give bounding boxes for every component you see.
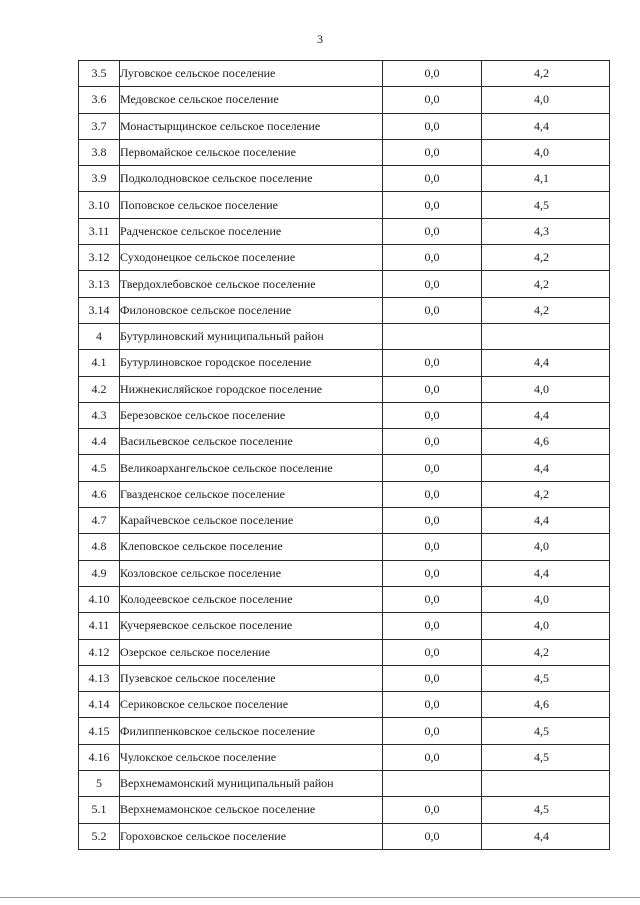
value-2-text: 4,2	[534, 302, 549, 317]
table-row	[79, 429, 610, 455]
value-1-cell: 0,0	[383, 350, 482, 376]
table-row	[79, 481, 610, 507]
value-2-cell	[482, 534, 610, 560]
value-1-cell: 0,0	[383, 113, 482, 139]
value-2-cell	[482, 560, 610, 586]
value-1-cell: 0,0	[383, 271, 482, 297]
table-row	[79, 692, 610, 718]
value-2-text: 4,0	[534, 381, 549, 396]
row-number-cell: 4.6	[79, 481, 120, 507]
table-row	[79, 771, 610, 797]
value-2-cell	[482, 455, 610, 481]
row-number-cell: 3.7	[79, 113, 120, 139]
table-row	[79, 139, 610, 165]
value-2-cell	[482, 402, 610, 428]
value-2-text: 4,2	[534, 66, 549, 81]
value-1-cell	[383, 771, 482, 797]
value-2-text: 4,5	[534, 723, 549, 738]
row-number-cell: 4.14	[79, 692, 120, 718]
row-number-cell: 4.9	[79, 560, 120, 586]
table-row	[79, 823, 610, 849]
value-1-cell: 0,0	[383, 139, 482, 165]
value-2-cell	[482, 718, 610, 744]
value-2-text: 4,3	[534, 223, 549, 238]
value-1-cell: 0,0	[383, 218, 482, 244]
value-1-cell: 0,0	[383, 166, 482, 192]
table-row	[79, 665, 610, 691]
settlement-name-cell: Клеповское сельское поселение	[120, 534, 383, 560]
value-2-cell	[482, 87, 610, 113]
value-2-text: 4,5	[534, 197, 549, 212]
row-number-cell: 3.12	[79, 245, 120, 271]
value-2-text: 4,2	[534, 644, 549, 659]
settlement-name-cell: Суходонецкое сельское поселение	[120, 245, 383, 271]
row-number-cell: 5	[79, 771, 120, 797]
table-row	[79, 245, 610, 271]
row-number-cell: 4.15	[79, 718, 120, 744]
table-row	[79, 455, 610, 481]
settlement-name-cell: Пузевское сельское поселение	[120, 665, 383, 691]
row-number-cell: 4.4	[79, 429, 120, 455]
settlement-name-cell: Верхнемамонский муниципальный район	[120, 771, 383, 797]
settlement-name-cell: Верхнемамонское сельское поселение	[120, 797, 383, 823]
row-number-cell: 3.6	[79, 87, 120, 113]
value-1-cell: 0,0	[383, 586, 482, 612]
value-1-cell: 0,0	[383, 797, 482, 823]
settlement-name-cell: Сериковское сельское поселение	[120, 692, 383, 718]
value-2-cell	[482, 639, 610, 665]
table-row	[79, 797, 610, 823]
value-1-cell: 0,0	[383, 192, 482, 218]
value-2-text: 4,5	[534, 802, 549, 817]
value-2-cell	[482, 245, 610, 271]
settlement-name-cell: Колодеевское сельское поселение	[120, 586, 383, 612]
value-2-text: 4,4	[534, 460, 549, 475]
value-2-cell	[482, 323, 610, 349]
value-1-cell: 0,0	[383, 429, 482, 455]
value-2-cell	[482, 481, 610, 507]
row-number-cell: 4.16	[79, 744, 120, 770]
settlement-name-cell: Бутурлиновское городское поселение	[120, 350, 383, 376]
table-row	[79, 350, 610, 376]
value-2-text: 4,4	[534, 828, 549, 843]
value-2-text: 4,4	[534, 513, 549, 528]
table-row	[79, 218, 610, 244]
settlement-name-cell: Васильевское сельское поселение	[120, 429, 383, 455]
table-row	[79, 508, 610, 534]
value-1-cell: 0,0	[383, 245, 482, 271]
settlement-name-cell: Карайчевское сельское поселение	[120, 508, 383, 534]
value-1-cell: 0,0	[383, 508, 482, 534]
row-number-cell: 3.14	[79, 297, 120, 323]
value-2-cell	[482, 613, 610, 639]
settlement-name-cell: Монастырщинское сельское поселение	[120, 113, 383, 139]
row-number-cell: 3.5	[79, 61, 120, 87]
table-row	[79, 402, 610, 428]
value-2-cell	[482, 508, 610, 534]
value-2-text: 4,6	[534, 434, 549, 449]
table-row	[79, 271, 610, 297]
value-1-cell: 0,0	[383, 665, 482, 691]
row-number-cell: 4.3	[79, 402, 120, 428]
value-1-cell: 0,0	[383, 639, 482, 665]
row-number-cell: 4.5	[79, 455, 120, 481]
value-1-cell: 0,0	[383, 692, 482, 718]
row-number-cell: 4.8	[79, 534, 120, 560]
value-2-text: 4,4	[534, 408, 549, 422]
table-row	[79, 323, 610, 349]
value-2-cell	[482, 665, 610, 691]
table-row	[79, 113, 610, 139]
value-2-cell	[482, 218, 610, 244]
value-2-text: 4,0	[534, 592, 549, 607]
table-body	[79, 61, 610, 850]
settlement-name-cell: Великоархангельское сельское поселение	[120, 455, 383, 481]
settlement-name-cell: Озерское сельское поселение	[120, 639, 383, 665]
value-2-text: 4,4	[534, 355, 549, 370]
value-1-cell: 0,0	[383, 613, 482, 639]
table-row	[79, 639, 610, 665]
value-2-cell	[482, 744, 610, 770]
row-number-cell: 4	[79, 323, 120, 349]
settlement-name-cell: Гвазденское сельское поселение	[120, 481, 383, 507]
row-number-cell: 4.12	[79, 639, 120, 665]
value-2-text: 4,4	[534, 565, 549, 580]
settlement-name-cell: Кучеряевское сельское поселение	[120, 613, 383, 639]
row-number-cell: 3.11	[79, 218, 120, 244]
table-row	[79, 718, 610, 744]
value-1-cell: 0,0	[383, 560, 482, 586]
value-2-cell	[482, 192, 610, 218]
settlement-name-cell: Чулокское сельское поселение	[120, 744, 383, 770]
value-2-text: 4,6	[534, 697, 549, 712]
value-1-cell: 0,0	[383, 402, 482, 428]
value-1-cell: 0,0	[383, 455, 482, 481]
settlements-table	[78, 60, 610, 850]
settlement-name-cell: Гороховское сельское поселение	[120, 823, 383, 849]
value-1-cell: 0,0	[383, 87, 482, 113]
value-2-cell	[482, 797, 610, 823]
value-2-cell	[482, 271, 610, 297]
table-row	[79, 560, 610, 586]
settlement-name-cell: Бутурлиновский муниципальный район	[120, 323, 383, 349]
value-2-cell	[482, 823, 610, 849]
table-row	[79, 87, 610, 113]
table-row	[79, 534, 610, 560]
table-row	[79, 166, 610, 192]
value-2-cell	[482, 350, 610, 376]
table-row	[79, 586, 610, 612]
row-number-cell: 4.7	[79, 508, 120, 534]
settlement-name-cell: Козловское сельское поселение	[120, 560, 383, 586]
value-2-text: 4,0	[534, 92, 549, 107]
table-row	[79, 297, 610, 323]
row-number-cell: 4.10	[79, 586, 120, 612]
value-2-cell	[482, 113, 610, 139]
row-number-cell: 4.11	[79, 613, 120, 639]
value-2-text: 4,2	[534, 276, 549, 291]
value-1-cell: 0,0	[383, 61, 482, 87]
table-row	[79, 376, 610, 402]
settlement-name-cell: Филоновское сельское поселение	[120, 297, 383, 323]
value-2-cell	[482, 586, 610, 612]
table-row	[79, 744, 610, 770]
value-1-cell: 0,0	[383, 481, 482, 507]
value-1-cell: 0,0	[383, 297, 482, 323]
row-number-cell: 3.8	[79, 139, 120, 165]
table-row	[79, 61, 610, 87]
value-2-text: 4,0	[534, 145, 549, 160]
row-number-cell: 4.13	[79, 665, 120, 691]
page-bottom-edge	[0, 897, 640, 898]
value-1-cell: 0,0	[383, 376, 482, 402]
value-2-text: 4,4	[534, 118, 549, 133]
table-row	[79, 192, 610, 218]
row-number-cell: 5.1	[79, 797, 120, 823]
row-number-cell: 3.9	[79, 166, 120, 192]
value-2-cell	[482, 139, 610, 165]
settlement-name-cell: Нижнекисляйское городское поселение	[120, 376, 383, 402]
value-2-text: 4,2	[534, 250, 549, 265]
settlement-name-cell: Первомайское сельское поселение	[120, 139, 383, 165]
value-1-cell: 0,0	[383, 718, 482, 744]
value-2-cell	[482, 376, 610, 402]
value-2-text: 4,2	[534, 486, 549, 501]
row-number-cell: 4.2	[79, 376, 120, 402]
value-2-cell	[482, 61, 610, 87]
table-row	[79, 613, 610, 639]
value-2-text: 4,0	[534, 539, 549, 554]
settlement-name-cell: Твердохлебовское сельское поселение	[120, 271, 383, 297]
value-2-text: 4,0	[534, 618, 549, 633]
row-number-cell: 3.10	[79, 192, 120, 218]
settlement-name-cell: Филиппенковское сельское поселение	[120, 718, 383, 744]
value-1-cell: 0,0	[383, 534, 482, 560]
value-2-cell	[482, 771, 610, 797]
settlement-name-cell: Поповское сельское поселение	[120, 192, 383, 218]
value-1-cell: 0,0	[383, 744, 482, 770]
settlement-name-cell: Радченское сельское поселение	[120, 218, 383, 244]
value-1-cell: 0,0	[383, 823, 482, 849]
row-number-cell: 4.1	[79, 350, 120, 376]
value-2-cell	[482, 297, 610, 323]
row-number-cell: 3.13	[79, 271, 120, 297]
value-2-cell	[482, 166, 610, 192]
settlement-name-cell: Луговское сельское поселение	[120, 61, 383, 87]
value-2-text: 4,5	[534, 749, 549, 764]
settlement-name-cell: Березовское сельское поселение	[120, 402, 383, 428]
value-2-text: 4,1	[534, 171, 549, 186]
page-number: 3	[317, 32, 323, 46]
settlement-name-cell: Медовское сельское поселение	[120, 87, 383, 113]
row-number-cell: 5.2	[79, 823, 120, 849]
value-2-text: 4,5	[534, 670, 549, 685]
value-2-cell	[482, 429, 610, 455]
value-1-cell	[383, 323, 482, 349]
settlement-name-cell: Подколодновское сельское поселение	[120, 166, 383, 192]
value-2-cell	[482, 692, 610, 718]
